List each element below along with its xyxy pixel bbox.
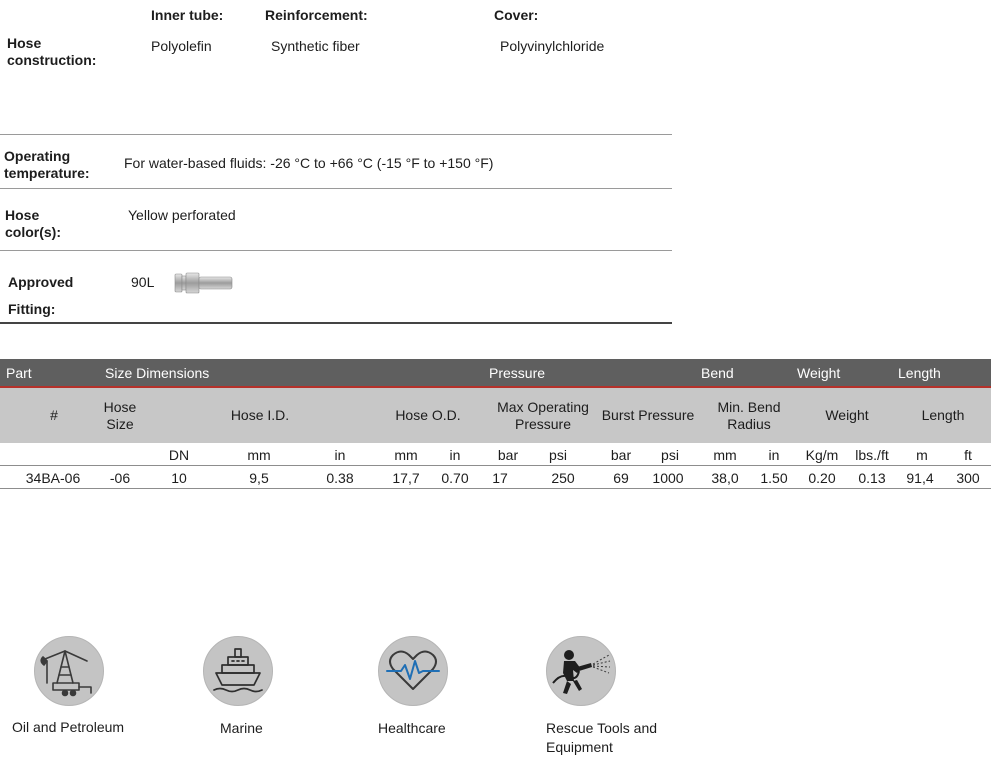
inner-tube-heading: Inner tube: xyxy=(151,7,224,23)
unit-cell: mm xyxy=(247,447,271,463)
cell-dn: 10 xyxy=(171,470,187,486)
inner-tube-value: Polyolefin xyxy=(151,38,212,54)
cell-length-m: 91,4 xyxy=(906,470,934,486)
col-group-weight: Weight xyxy=(797,365,841,381)
reinforcement-value: Synthetic fiber xyxy=(271,38,360,54)
operating-temperature-value: For water-based fluids: -26 °C to +66 °C (-15 °F to +150 °F) xyxy=(124,155,494,171)
cell-weight-lbs: 0.13 xyxy=(858,470,886,486)
reinforcement-heading: Reinforcement: xyxy=(265,7,368,23)
col-hose-od: Hose O.D. xyxy=(395,407,461,423)
cover-value: Polyvinylchloride xyxy=(500,38,605,54)
col-min-bend-line1: Min. Bend xyxy=(717,399,781,415)
cell-id-in: 0.38 xyxy=(326,470,354,486)
approved-fitting-label-line1: Approved xyxy=(8,274,74,290)
industry-label: Oil and Petroleum xyxy=(12,719,125,735)
unit-cell: mm xyxy=(713,447,737,463)
unit-cell: psi xyxy=(549,447,567,463)
cell-length-ft: 300 xyxy=(956,470,980,486)
unit-cell: Kg/m xyxy=(805,447,839,463)
unit-cell: psi xyxy=(661,447,679,463)
unit-cell: lbs./ft xyxy=(855,447,889,463)
divider xyxy=(0,250,672,251)
unit-cell: DN xyxy=(168,447,190,463)
cell-burst-bar: 69 xyxy=(613,470,629,486)
col-length: Length xyxy=(921,407,965,423)
cell-bend-in: 1.50 xyxy=(760,470,788,486)
industry-label: Marine xyxy=(220,720,263,736)
cell-od-mm: 17,7 xyxy=(392,470,420,486)
cover-heading: Cover: xyxy=(494,7,539,23)
oil-pump-icon xyxy=(34,636,104,706)
divider xyxy=(0,488,991,489)
operating-temperature-label: Operating temperature: xyxy=(4,148,90,181)
cell-hose-size: -06 xyxy=(109,470,131,486)
col-max-operating-line1: Max Operating xyxy=(497,399,589,415)
unit-cell: in xyxy=(334,447,346,463)
cell-od-in: 0.70 xyxy=(441,470,469,486)
hose-construction-label: Hose construction: xyxy=(7,35,97,68)
cell-burst-psi: 1000 xyxy=(652,470,684,486)
cell-weight-kg: 0.20 xyxy=(808,470,836,486)
hose-color-value: Yellow perforated xyxy=(128,207,236,223)
unit-cell: in xyxy=(768,447,780,463)
firefighter-icon xyxy=(546,636,616,706)
divider xyxy=(0,465,991,466)
col-hose-id: Hose I.D. xyxy=(230,407,290,423)
ship-icon xyxy=(203,636,273,706)
hose-color-label: Hose color(s): xyxy=(5,207,61,240)
fitting-icon xyxy=(174,271,234,295)
cell-bend-mm: 38,0 xyxy=(711,470,739,486)
col-group-size: Size Dimensions xyxy=(105,365,210,381)
col-group-part: Part xyxy=(6,365,32,381)
unit-cell: bar xyxy=(610,447,632,463)
unit-cell: mm xyxy=(394,447,418,463)
cell-id-mm: 9,5 xyxy=(249,470,269,486)
unit-cell: ft xyxy=(964,447,972,463)
col-weight: Weight xyxy=(825,407,869,423)
col-burst-pressure: Burst Pressure xyxy=(601,407,695,423)
cell-max-op-bar: 17 xyxy=(492,470,508,486)
industry-label: Rescue Tools and xyxy=(546,720,658,736)
divider xyxy=(0,188,672,189)
col-hose-size-line1: Hose xyxy=(103,399,137,415)
approved-fitting-label-line2: Fitting: xyxy=(8,301,56,317)
col-hose-size-line2: Size xyxy=(106,416,134,432)
col-group-bend: Bend xyxy=(701,365,734,381)
divider xyxy=(0,322,672,324)
unit-cell: m xyxy=(916,447,928,463)
unit-cell: in xyxy=(449,447,461,463)
col-group-pressure: Pressure xyxy=(489,365,546,381)
col-part-number: # xyxy=(50,407,58,423)
heartbeat-icon xyxy=(378,636,448,706)
industry-label: Equipment xyxy=(546,739,613,755)
approved-fitting-value: 90L xyxy=(131,274,155,290)
divider xyxy=(0,134,672,135)
cell-part-number: 34BA-06 xyxy=(25,470,81,486)
col-max-operating-line2: Pressure xyxy=(514,416,572,432)
industry-label: Healthcare xyxy=(378,720,446,736)
cell-max-op-psi: 250 xyxy=(551,470,575,486)
unit-cell: bar xyxy=(497,447,519,463)
col-min-bend-line2: Radius xyxy=(727,416,771,432)
col-group-length: Length xyxy=(898,365,941,381)
